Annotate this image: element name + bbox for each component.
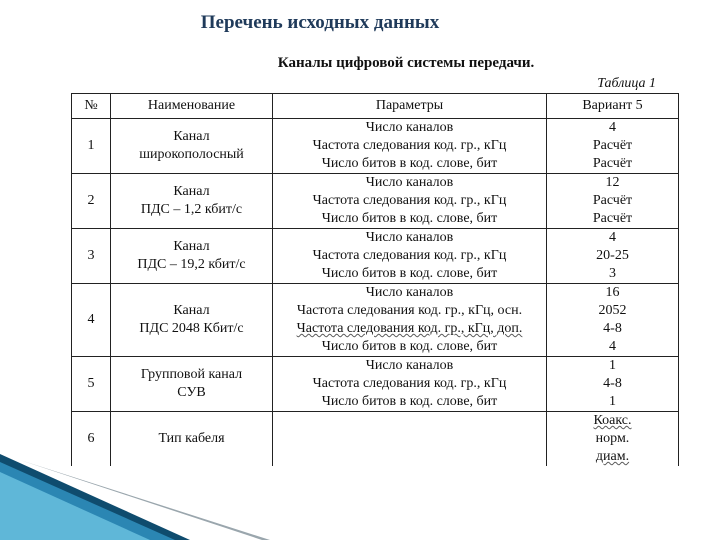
header-parameters: Параметры [273, 94, 547, 119]
row-number: 5 [72, 357, 111, 412]
name-line: широкополосный [139, 147, 244, 162]
value-line: норм. [595, 431, 630, 446]
name-line: Канал [173, 129, 210, 144]
row-values [547, 357, 679, 412]
value-line: Коакс. [593, 413, 632, 428]
row-number: 4 [72, 284, 111, 357]
value-line: 2052 [598, 303, 627, 318]
param-line: Число битов в код. слове, бит [321, 211, 498, 226]
param-line: Число битов в код. слове, бит [321, 266, 498, 281]
row-values [547, 229, 679, 284]
param-line: Частота следования код. гр., кГц, осн. [296, 303, 523, 318]
row-parameters [273, 284, 547, 357]
value-line: Расчёт [592, 211, 633, 226]
table-row [72, 174, 679, 229]
row-parameters [273, 174, 547, 229]
table-caption: Каналы цифровой системы передачи. [277, 55, 535, 71]
value-line: Расчёт [592, 156, 633, 171]
param-line: Частота следования код. гр., кГц [312, 376, 507, 391]
param-line: Частота следования код. гр., кГц [312, 248, 507, 263]
param-line: Число битов в код. слове, бит [321, 339, 498, 354]
param-line: Число битов в код. слове, бит [321, 156, 498, 171]
row-number: 2 [72, 174, 111, 229]
table-row [72, 119, 679, 174]
row-parameters [273, 229, 547, 284]
table-row [72, 284, 679, 357]
row-name [111, 174, 273, 229]
name-line: Канал [173, 184, 210, 199]
page-title: Перечень исходных данных [200, 12, 440, 33]
value-line: 1 [609, 394, 616, 409]
value-line: 4 [609, 120, 616, 135]
decorative-corner-swoosh [0, 440, 720, 540]
table-row [72, 229, 679, 284]
row-parameters [273, 119, 547, 174]
row-name [111, 357, 273, 412]
value-line: 4-8 [603, 321, 622, 336]
header-number: № [72, 94, 111, 119]
row-number: 1 [72, 119, 111, 174]
value-line: Расчёт [592, 138, 633, 153]
name-line: Групповой канал [140, 367, 243, 382]
value-line: 4 [609, 339, 616, 354]
row-name [111, 119, 273, 174]
value-line: Расчёт [592, 193, 633, 208]
table-header-row [72, 94, 679, 119]
row-values [547, 284, 679, 357]
param-line: Число каналов [365, 175, 454, 190]
value-line: 3 [609, 266, 616, 281]
name-line: Канал [173, 239, 210, 254]
value-line: 20-25 [596, 248, 629, 263]
name-line: ПДС 2048 Кбит/с [139, 321, 244, 336]
param-line: Число каналов [365, 230, 454, 245]
table-number: Таблица 1 [597, 76, 656, 91]
header-name: Наименование [111, 94, 273, 119]
name-line: ПДС – 19,2 кбит/с [137, 257, 246, 272]
value-line: 1 [609, 358, 616, 373]
name-line: СУВ [177, 385, 206, 400]
table-row [72, 357, 679, 412]
value-line: диам. [595, 449, 630, 464]
name-line: Тип кабеля [158, 431, 225, 446]
header-variant: Вариант 5 [547, 94, 679, 119]
row-values [547, 119, 679, 174]
row-values [547, 174, 679, 229]
row-number: 6 [72, 412, 111, 467]
row-name [111, 284, 273, 357]
value-line: 4 [609, 230, 616, 245]
name-line: ПДС – 1,2 кбит/с [140, 202, 243, 217]
row-parameters [273, 357, 547, 412]
param-line: Частота следования код. гр., кГц, доп. [296, 321, 523, 336]
value-line: 4-8 [603, 376, 622, 391]
param-line: Частота следования код. гр., кГц [312, 138, 507, 153]
param-line: Число битов в код. слове, бит [321, 394, 498, 409]
value-line: 12 [605, 175, 620, 190]
param-line: Число каналов [365, 120, 454, 135]
name-line: Канал [173, 303, 210, 318]
source-data-table [71, 93, 679, 466]
row-number: 3 [72, 229, 111, 284]
row-name [111, 229, 273, 284]
param-line: Число каналов [365, 285, 454, 300]
param-line: Число каналов [365, 358, 454, 373]
value-line: 16 [605, 285, 620, 300]
param-line: Частота следования код. гр., кГц [312, 193, 507, 208]
